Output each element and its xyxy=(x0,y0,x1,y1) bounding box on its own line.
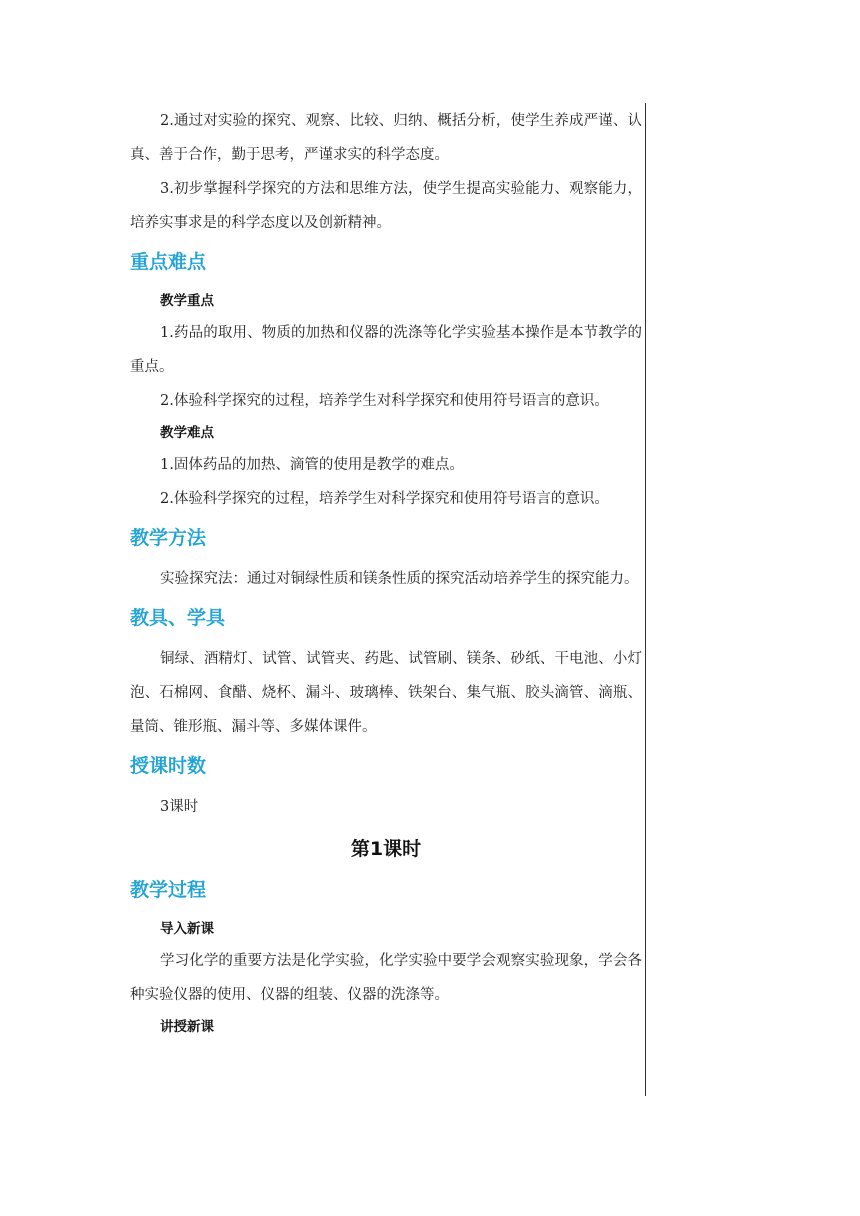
difficulty-item-1: 1.固体药品的加热、滴管的使用是教学的难点。 xyxy=(160,457,464,473)
subheading-intro: 导入新课 xyxy=(160,921,214,937)
section-heading-key-points: 重点难点 xyxy=(130,251,207,273)
section-heading-tools: 教具、学具 xyxy=(130,607,226,629)
subheading-teaching-difficulty: 教学难点 xyxy=(160,425,214,441)
subheading-teach: 讲授新课 xyxy=(160,1019,214,1035)
lesson-title: 第1课时 xyxy=(350,838,422,860)
section-heading-methods: 教学方法 xyxy=(130,527,207,549)
section-heading-process: 教学过程 xyxy=(130,879,207,901)
objective-item-3: 3.初步掌握科学探究的方法和思维方法，使学生提高实验能力、观察能力，培养实事求是的科学态度以及创新精神。 xyxy=(130,181,642,231)
difficulty-item-2: 2.体验科学探究的过程，培养学生对科学探究和使用符号语言的意识。 xyxy=(160,491,609,507)
hours-text: 3课时 xyxy=(160,799,199,815)
methods-text: 实验探究法：通过对铜绿性质和镁条性质的探究活动培养学生的探究能力。 xyxy=(160,571,639,587)
focus-item-1: 1.药品的取用、物质的加热和仪器的洗涤等化学实验基本操作是本节教学的重点。 xyxy=(130,325,642,375)
objective-item-2: 2.通过对实验的探究、观察、比较、归纳、概括分析，使学生养成严谨、认真、善于合作，勤于思考，严谨求实的科学态度。 xyxy=(130,113,642,163)
focus-item-2: 2.体验科学探究的过程，培养学生对科学探究和使用符号语言的意识。 xyxy=(160,393,609,409)
intro-text: 学习化学的重要方法是化学实验，化学实验中要学会观察实验现象，学会各种实验仪器的使用、仪器的组装、仪器的洗涤等。 xyxy=(130,953,642,1003)
tools-text: 铜绿、酒精灯、试管、试管夹、药匙、试管刷、镁条、砂纸、干电池、小灯泡、石棉网、食醋、烧杯、漏斗、玻璃棒、铁架台、集气瓶、胶头滴管、滴瓶、量筒、锥形瓶、漏斗等、多媒体课件。 xyxy=(130,651,642,735)
subheading-teaching-focus: 教学重点 xyxy=(160,293,214,309)
section-heading-hours: 授课时数 xyxy=(130,755,207,777)
page-content xyxy=(130,104,642,1042)
page-right-rule xyxy=(645,103,646,1096)
